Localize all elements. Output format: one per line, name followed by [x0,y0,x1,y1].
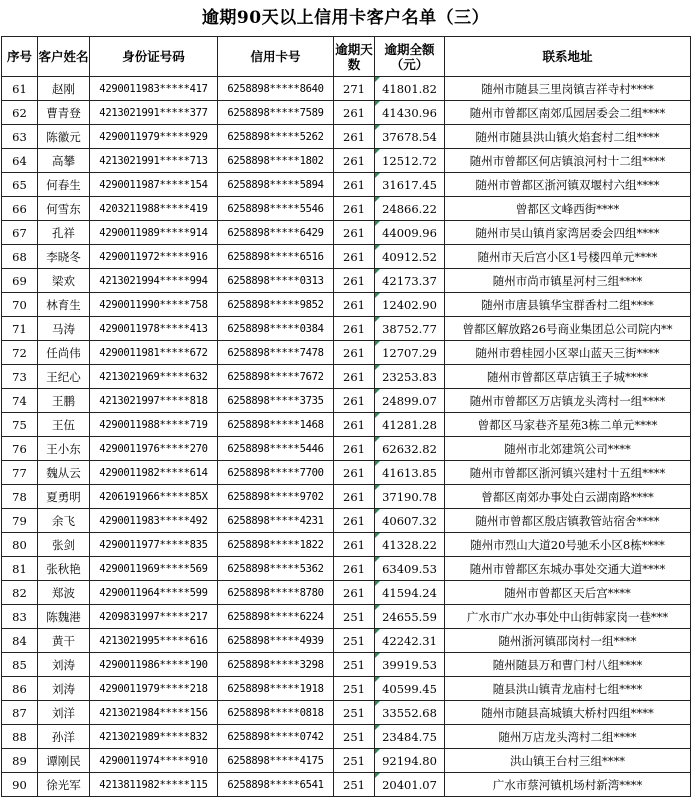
cell-address: 曾都区南郊办事处白云湖南路**** [445,485,691,509]
cell-index: 87 [2,701,38,725]
cell-id-number: 4290011964*****599 [90,581,218,605]
cell-address: 随州浙河镇邵岗村一组**** [445,629,691,653]
cell-card-number: 6258898*****0742 [218,725,334,749]
cell-name: 夏勇明 [38,485,90,509]
column-header-overdue-days: 逾期天数 [334,37,375,77]
cell-card-number: 6258898*****7589 [218,101,334,125]
cell-name: 余飞 [38,509,90,533]
cell-card-number: 6258898*****3298 [218,653,334,677]
cell-address: 随州市曾都区何店镇浪河村十二组**** [445,149,691,173]
cell-card-number: 6258898*****1918 [218,677,334,701]
cell-overdue-days: 251 [334,605,375,629]
table-row [2,293,691,317]
cell-overdue-days: 261 [334,581,375,605]
table-row [2,485,691,509]
cell-index: 64 [2,149,38,173]
cell-overdue-amount: 42242.31 [375,629,445,653]
cell-id-number: 4206191966*****85X [90,485,218,509]
cell-id-number: 4290011974*****910 [90,749,218,773]
cell-card-number: 6258898*****1468 [218,413,334,437]
cell-address: 广水市广水办事处中山街韩家岗一巷*** [445,605,691,629]
cell-name: 林育生 [38,293,90,317]
cell-id-number: 4213021984*****156 [90,701,218,725]
cell-card-number: 6258898*****4939 [218,629,334,653]
cell-address: 洪山镇王台村三组**** [445,749,691,773]
cell-id-number: 4213811982*****115 [90,773,218,797]
table-row [2,653,691,677]
cell-id-number: 4290011977*****835 [90,533,218,557]
cell-overdue-days: 261 [334,197,375,221]
cell-address: 随州市北郊建筑公司**** [445,437,691,461]
cell-card-number: 6258898*****3735 [218,389,334,413]
column-header-overdue-amount: 逾期全额（元） [375,37,445,77]
table-row [2,509,691,533]
table-row [2,317,691,341]
table-row [2,749,691,773]
cell-card-number: 6258898*****7700 [218,461,334,485]
cell-index: 75 [2,413,38,437]
cell-overdue-amount: 40912.52 [375,245,445,269]
cell-index: 68 [2,245,38,269]
cell-index: 70 [2,293,38,317]
cell-card-number: 6258898*****6429 [218,221,334,245]
cell-overdue-days: 261 [334,437,375,461]
cell-address: 随州市曾都区草店镇王子城**** [445,365,691,389]
cell-address: 随州市随县洪山镇火焰套村二组**** [445,125,691,149]
cell-card-number: 6258898*****1822 [218,533,334,557]
cell-name: 刘涛 [38,677,90,701]
cell-overdue-amount: 41613.85 [375,461,445,485]
table-row [2,701,691,725]
cell-index: 65 [2,173,38,197]
cell-index: 67 [2,221,38,245]
cell-name: 孙洋 [38,725,90,749]
table-row [2,245,691,269]
cell-overdue-amount: 41430.96 [375,101,445,125]
cell-index: 88 [2,725,38,749]
cell-name: 陈魏港 [38,605,90,629]
cell-overdue-amount: 42173.37 [375,269,445,293]
table-row [2,461,691,485]
cell-address: 随州市唐县镇华宝群香村二组**** [445,293,691,317]
cell-name: 马涛 [38,317,90,341]
cell-address: 随州市曾都区天后宫**** [445,581,691,605]
cell-name: 何春生 [38,173,90,197]
cell-index: 72 [2,341,38,365]
cell-index: 90 [2,773,38,797]
cell-id-number: 4290011978*****413 [90,317,218,341]
cell-card-number: 6258898*****5546 [218,197,334,221]
cell-id-number: 4290011981*****672 [90,341,218,365]
cell-id-number: 4290011976*****270 [90,437,218,461]
cell-overdue-amount: 41801.82 [375,77,445,101]
cell-id-number: 4290011983*****492 [90,509,218,533]
cell-id-number: 4290011969*****569 [90,557,218,581]
cell-id-number: 4209831997*****217 [90,605,218,629]
cell-overdue-amount: 92194.80 [375,749,445,773]
cell-address: 随州市尚市镇星河村三组**** [445,269,691,293]
cell-index: 83 [2,605,38,629]
cell-card-number: 6258898*****7478 [218,341,334,365]
cell-overdue-amount: 38752.77 [375,317,445,341]
cell-card-number: 6258898*****5262 [218,125,334,149]
cell-id-number: 4203211988*****419 [90,197,218,221]
cell-name: 张剑 [38,533,90,557]
cell-overdue-days: 261 [334,389,375,413]
cell-address: 随州市天后宫小区1号楼四单元**** [445,245,691,269]
cell-overdue-days: 251 [334,629,375,653]
cell-overdue-days: 261 [334,269,375,293]
cell-id-number: 4290011987*****154 [90,173,218,197]
cell-overdue-amount: 23484.75 [375,725,445,749]
cell-address: 随州随县万和曹门村八组**** [445,653,691,677]
table-row [2,101,691,125]
cell-overdue-amount: 40607.32 [375,509,445,533]
cell-id-number: 4290011979*****218 [90,677,218,701]
cell-card-number: 6258898*****5894 [218,173,334,197]
cell-overdue-amount: 24866.22 [375,197,445,221]
cell-index: 71 [2,317,38,341]
cell-card-number: 6258898*****8640 [218,77,334,101]
cell-overdue-days: 251 [334,653,375,677]
cell-index: 89 [2,749,38,773]
cell-index: 84 [2,629,38,653]
table-row [2,581,691,605]
column-header-index: 序号 [2,37,38,77]
cell-name: 王纪心 [38,365,90,389]
table-row [2,533,691,557]
cell-overdue-amount: 63409.53 [375,557,445,581]
cell-id-number: 4213021994*****994 [90,269,218,293]
cell-card-number: 6258898*****1802 [218,149,334,173]
document-title: 逾期90天以上信用卡客户名单（三） [201,8,490,28]
cell-address: 随州市随县三里岗镇吉祥寺村**** [445,77,691,101]
cell-address: 随州万店龙头湾村二组**** [445,725,691,749]
cell-id-number: 4290011990*****758 [90,293,218,317]
cell-overdue-days: 261 [334,413,375,437]
table-row [2,605,691,629]
cell-name: 魏从云 [38,461,90,485]
table-row [2,149,691,173]
cell-overdue-amount: 23253.83 [375,365,445,389]
cell-id-number: 4290011972*****916 [90,245,218,269]
cell-index: 76 [2,437,38,461]
cell-address: 随州市碧桂园小区翠山蓝天三街**** [445,341,691,365]
cell-card-number: 6258898*****0384 [218,317,334,341]
cell-overdue-days: 261 [334,221,375,245]
table-row [2,557,691,581]
cell-address: 曾都区马家巷齐星苑3栋二单元**** [445,413,691,437]
cell-name: 孔祥 [38,221,90,245]
cell-name: 郑波 [38,581,90,605]
cell-index: 73 [2,365,38,389]
cell-name: 张秋艳 [38,557,90,581]
cell-address: 随州市随县高城镇大桥村四组**** [445,701,691,725]
table-row [2,269,691,293]
cell-overdue-days: 261 [334,125,375,149]
cell-name: 王伍 [38,413,90,437]
cell-overdue-amount: 12707.29 [375,341,445,365]
cell-overdue-amount: 62632.82 [375,437,445,461]
cell-id-number: 4213021989*****832 [90,725,218,749]
cell-index: 77 [2,461,38,485]
cell-overdue-amount: 12512.72 [375,149,445,173]
cell-overdue-days: 261 [334,101,375,125]
cell-name: 王鹏 [38,389,90,413]
cell-overdue-days: 251 [334,701,375,725]
cell-name: 李晓冬 [38,245,90,269]
cell-id-number: 4213021969*****632 [90,365,218,389]
cell-overdue-days: 261 [334,509,375,533]
cell-overdue-days: 261 [334,317,375,341]
cell-overdue-days: 251 [334,725,375,749]
cell-overdue-days: 271 [334,77,375,101]
cell-overdue-amount: 31617.45 [375,173,445,197]
cell-id-number: 4290011982*****614 [90,461,218,485]
table-row [2,677,691,701]
cell-id-number: 4290011986*****190 [90,653,218,677]
column-header-name: 客户姓名 [38,37,90,77]
cell-overdue-amount: 24899.07 [375,389,445,413]
cell-index: 79 [2,509,38,533]
cell-address: 随县洪山镇青龙庙村七组**** [445,677,691,701]
cell-id-number: 4213021991*****713 [90,149,218,173]
cell-overdue-days: 261 [334,461,375,485]
cell-overdue-amount: 37190.78 [375,485,445,509]
cell-index: 80 [2,533,38,557]
cell-name: 任尚伟 [38,341,90,365]
cell-overdue-days: 261 [334,293,375,317]
cell-card-number: 6258898*****7672 [218,365,334,389]
cell-id-number: 4290011989*****914 [90,221,218,245]
cell-overdue-amount: 41281.28 [375,413,445,437]
cell-index: 66 [2,197,38,221]
cell-overdue-amount: 44009.96 [375,221,445,245]
cell-index: 81 [2,557,38,581]
cell-id-number: 4213021995*****616 [90,629,218,653]
cell-name: 王小东 [38,437,90,461]
cell-index: 82 [2,581,38,605]
cell-overdue-amount: 37678.54 [375,125,445,149]
cell-overdue-amount: 39919.53 [375,653,445,677]
cell-card-number: 6258898*****5362 [218,557,334,581]
column-header-id-number: 身份证号码 [90,37,218,77]
cell-card-number: 6258898*****6224 [218,605,334,629]
header-row [2,37,691,77]
cell-overdue-days: 251 [334,749,375,773]
table-row [2,125,691,149]
cell-card-number: 6258898*****6516 [218,245,334,269]
cell-overdue-days: 261 [334,173,375,197]
cell-name: 曹青登 [38,101,90,125]
table-row [2,389,691,413]
table-row [2,173,691,197]
cell-id-number: 4290011988*****719 [90,413,218,437]
cell-overdue-days: 261 [334,365,375,389]
cell-card-number: 6258898*****4175 [218,749,334,773]
table-row [2,365,691,389]
cell-address: 随州市曾都区万店镇龙头湾村一组**** [445,389,691,413]
cell-address: 随州市曾都区南郊瓜园居委会二组**** [445,101,691,125]
cell-address: 随州市曾都区浙河镇兴建村十五组**** [445,461,691,485]
cell-overdue-amount: 20401.07 [375,773,445,797]
cell-overdue-days: 251 [334,677,375,701]
cell-address: 曾都区文峰西街**** [445,197,691,221]
cell-name: 何雪东 [38,197,90,221]
column-header-card-number: 信用卡号 [218,37,334,77]
cell-card-number: 6258898*****5446 [218,437,334,461]
table-row [2,413,691,437]
customer-table [1,36,691,797]
table-row [2,629,691,653]
cell-overdue-days: 261 [334,533,375,557]
table-row [2,77,691,101]
table-row [2,197,691,221]
cell-card-number: 6258898*****8780 [218,581,334,605]
cell-overdue-days: 261 [334,245,375,269]
cell-index: 78 [2,485,38,509]
cell-index: 85 [2,653,38,677]
cell-overdue-amount: 40599.45 [375,677,445,701]
cell-name: 赵刚 [38,77,90,101]
cell-card-number: 6258898*****9852 [218,293,334,317]
cell-index: 63 [2,125,38,149]
cell-card-number: 6258898*****6541 [218,773,334,797]
cell-id-number: 4290011983*****417 [90,77,218,101]
cell-overdue-days: 261 [334,485,375,509]
cell-index: 62 [2,101,38,125]
cell-overdue-days: 261 [334,149,375,173]
cell-address: 随州市吴山镇肖家湾居委会四组**** [445,221,691,245]
cell-name: 谭刚民 [38,749,90,773]
cell-id-number: 4290011979*****929 [90,125,218,149]
cell-name: 高攀 [38,149,90,173]
table-row [2,341,691,365]
cell-name: 徐光军 [38,773,90,797]
cell-id-number: 4213021991*****377 [90,101,218,125]
cell-overdue-amount: 24655.59 [375,605,445,629]
column-header-address: 联系地址 [445,37,691,77]
cell-overdue-amount: 12402.90 [375,293,445,317]
cell-index: 61 [2,77,38,101]
cell-name: 陈徽元 [38,125,90,149]
cell-address: 曾都区解放路26号商业集团总公司院内** [445,317,691,341]
cell-index: 69 [2,269,38,293]
cell-name: 刘洋 [38,701,90,725]
cell-card-number: 6258898*****0818 [218,701,334,725]
table-row [2,725,691,749]
cell-overdue-days: 251 [334,773,375,797]
cell-index: 86 [2,677,38,701]
cell-overdue-amount: 41328.22 [375,533,445,557]
cell-overdue-days: 261 [334,341,375,365]
cell-name: 刘涛 [38,653,90,677]
cell-id-number: 4213021997*****818 [90,389,218,413]
cell-overdue-amount: 33552.68 [375,701,445,725]
table-row [2,773,691,797]
cell-card-number: 6258898*****4231 [218,509,334,533]
table-row [2,437,691,461]
cell-overdue-amount: 41594.24 [375,581,445,605]
cell-address: 随州市曾都区浙河镇双堰村六组**** [445,173,691,197]
cell-name: 梁欢 [38,269,90,293]
table-row [2,221,691,245]
cell-card-number: 6258898*****0313 [218,269,334,293]
cell-address: 随州市烈山大道20号驰禾小区8栋**** [445,533,691,557]
cell-index: 74 [2,389,38,413]
cell-address: 随州市曾都区东城办事处交通大道**** [445,557,691,581]
cell-overdue-days: 261 [334,557,375,581]
cell-name: 黄干 [38,629,90,653]
cell-address: 随州市曾都区殷店镇教管站宿舍**** [445,509,691,533]
cell-card-number: 6258898*****9702 [218,485,334,509]
cell-address: 广水市蔡河镇机场村新湾**** [445,773,691,797]
